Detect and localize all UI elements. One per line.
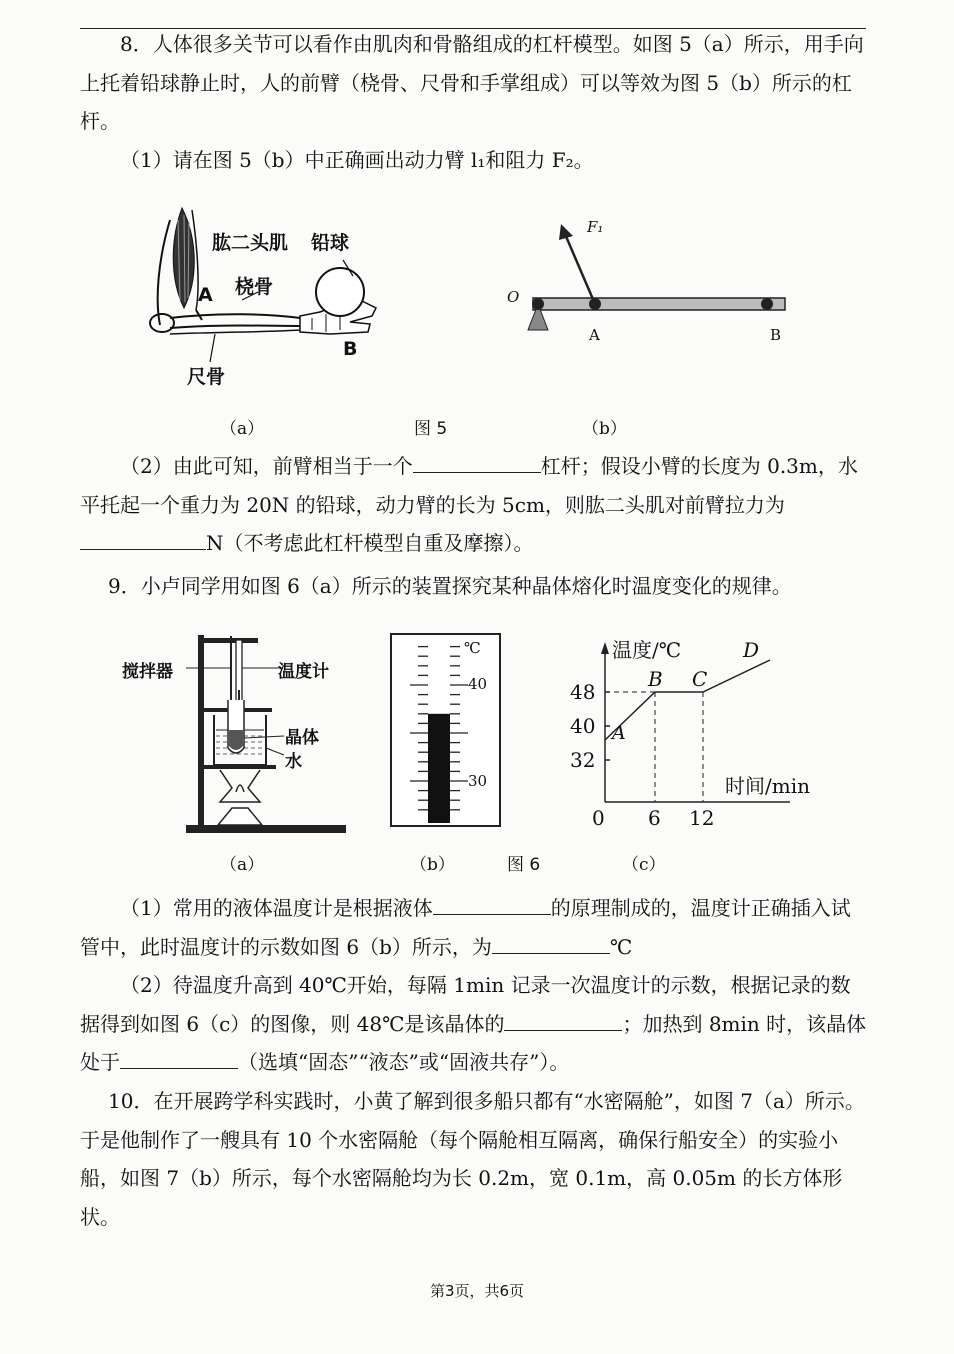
label-ulna: 尺骨: [187, 366, 226, 388]
fig5-caption-a: （a）: [220, 419, 265, 439]
graph-x-12: 12: [689, 806, 715, 830]
q8-part1: （1）请在图 5（b）中正确画出动力臂 l₁和阻力 F₂。: [120, 148, 594, 172]
label-b-point-b: B: [770, 326, 782, 344]
q8-intro: 8．人体很多关节可以看作由肌肉和骨骼组成的杠杆模型。如图 5（a）所示，用手向上托着铅球静止时，人的前臂（桡骨、尺骨和手掌组成）可以等效为图 5（b）所示的杠杆。: [80, 32, 864, 133]
answer-blank-reading[interactable]: [492, 935, 610, 954]
graph-point-b: B: [648, 667, 663, 691]
thermo-tick-40: 40: [468, 675, 488, 693]
q8-part2: [80, 447, 870, 563]
figure-5b-lever-diagram: [495, 210, 795, 360]
graph-y-label: 温度/℃: [612, 638, 682, 662]
answer-blank-state[interactable]: [120, 1050, 238, 1069]
label-biceps: 肱二头肌: [212, 232, 289, 254]
q8-part2-text-a: （2）由此可知，前臂相当于一个: [120, 454, 413, 478]
q9-part2-text-a: （2）待温度升高到 40℃开始，每隔 1min 记录一次温度计的示数，根据记录的数据得到如图 6（c）的图像，则 48℃是该晶体的: [80, 973, 851, 1036]
fig6-caption-c: （c）: [622, 855, 666, 875]
q9-part1-text-a: （1）常用的液体温度计是根据液体: [120, 896, 433, 920]
answer-blank-melting-point[interactable]: [504, 1012, 622, 1031]
page-footer: 第3页，共6页: [429, 1282, 525, 1300]
label-shot-put: 铅球: [311, 232, 350, 254]
thermo-tick-30: 30: [468, 772, 488, 790]
figure-5a-arm-diagram: [140, 200, 400, 400]
fig5-title: 图 5: [414, 419, 448, 439]
figure-6c-temperature-graph: [560, 630, 860, 840]
q8-part2-text-c: N（不考虑此杠杆模型自重及摩擦）。: [206, 531, 534, 555]
graph-y-48: 48: [570, 680, 596, 704]
graph-point-c: C: [692, 667, 708, 691]
fig5-caption-b: （b）: [582, 419, 627, 439]
thermo-liquid-column: [428, 714, 450, 823]
label-stirrer: 搅拌器: [122, 662, 173, 682]
q9-part1-text-b: 的原理制成的，温度计正确插入试管中，此时温度计的示数如图 6（b）所示，为: [80, 896, 851, 959]
answer-blank-principle[interactable]: [433, 896, 551, 915]
answer-blank-biceps-force[interactable]: [80, 531, 206, 550]
fig6-caption-b: （b）: [410, 855, 455, 875]
label-crystal: 晶体: [285, 728, 319, 748]
graph-point-d: D: [743, 638, 760, 662]
q9-part2: [80, 966, 870, 1082]
label-point-b: B: [343, 338, 358, 360]
label-radius: 桡骨: [235, 276, 274, 298]
q9-part2-text-c: （选填“固态”“液态”或“固液共存”）。: [238, 1050, 570, 1074]
q8-part2-text-b: 杠杆；假设小臂的长度为 0.3m，水平托起一个重力为 20N 的铅球，动力臂的长为 5cm，则肱二头肌对前臂拉力为: [80, 454, 858, 517]
figure-6a-apparatus: [120, 630, 360, 840]
fig6-caption-a: （a）: [220, 855, 265, 875]
label-f1: F₁: [587, 218, 604, 236]
fig6-title: 图 6: [507, 855, 541, 875]
graph-point-a: A: [612, 722, 626, 744]
q9-part1-text-c: ℃: [609, 934, 633, 959]
answer-blank-lever-type[interactable]: [413, 454, 541, 473]
figure-6b-thermometer-scale: [390, 633, 502, 829]
label-point-a: A: [198, 284, 213, 306]
q10-intro: 10．在开展跨学科实践时，小黄了解到很多船只都有“水密隔舱”，如图 7（a）所示。于是他制作了一艘具有 10 个水密隔舱（每个隔舱相互隔离，确保行船安全）的实验小船，如图 7（b）所示，每个水密隔舱均为长 0.2m，宽 0.1m，高 0.05m 的长方体形状。: [80, 1089, 865, 1229]
q9-part1: [80, 889, 870, 966]
thermo-unit: ℃: [464, 639, 481, 657]
graph-x-6: 6: [648, 806, 661, 830]
graph-y-40: 40: [570, 714, 596, 738]
label-thermometer: 温度计: [278, 662, 329, 682]
q9-intro: 9．小卢同学用如图 6（a）所示的装置探究某种晶体熔化时温度变化的规律。: [108, 574, 792, 598]
graph-x-label: 时间/min: [725, 774, 810, 798]
graph-y-32: 32: [570, 748, 596, 772]
label-water: 水: [285, 752, 302, 772]
label-fulcrum-o: O: [507, 288, 520, 306]
q9-part2-text-b: ；加热到 8min 时，该晶体处于: [80, 1011, 867, 1074]
label-b-point-a: A: [589, 326, 600, 344]
graph-x-0: 0: [592, 806, 605, 830]
